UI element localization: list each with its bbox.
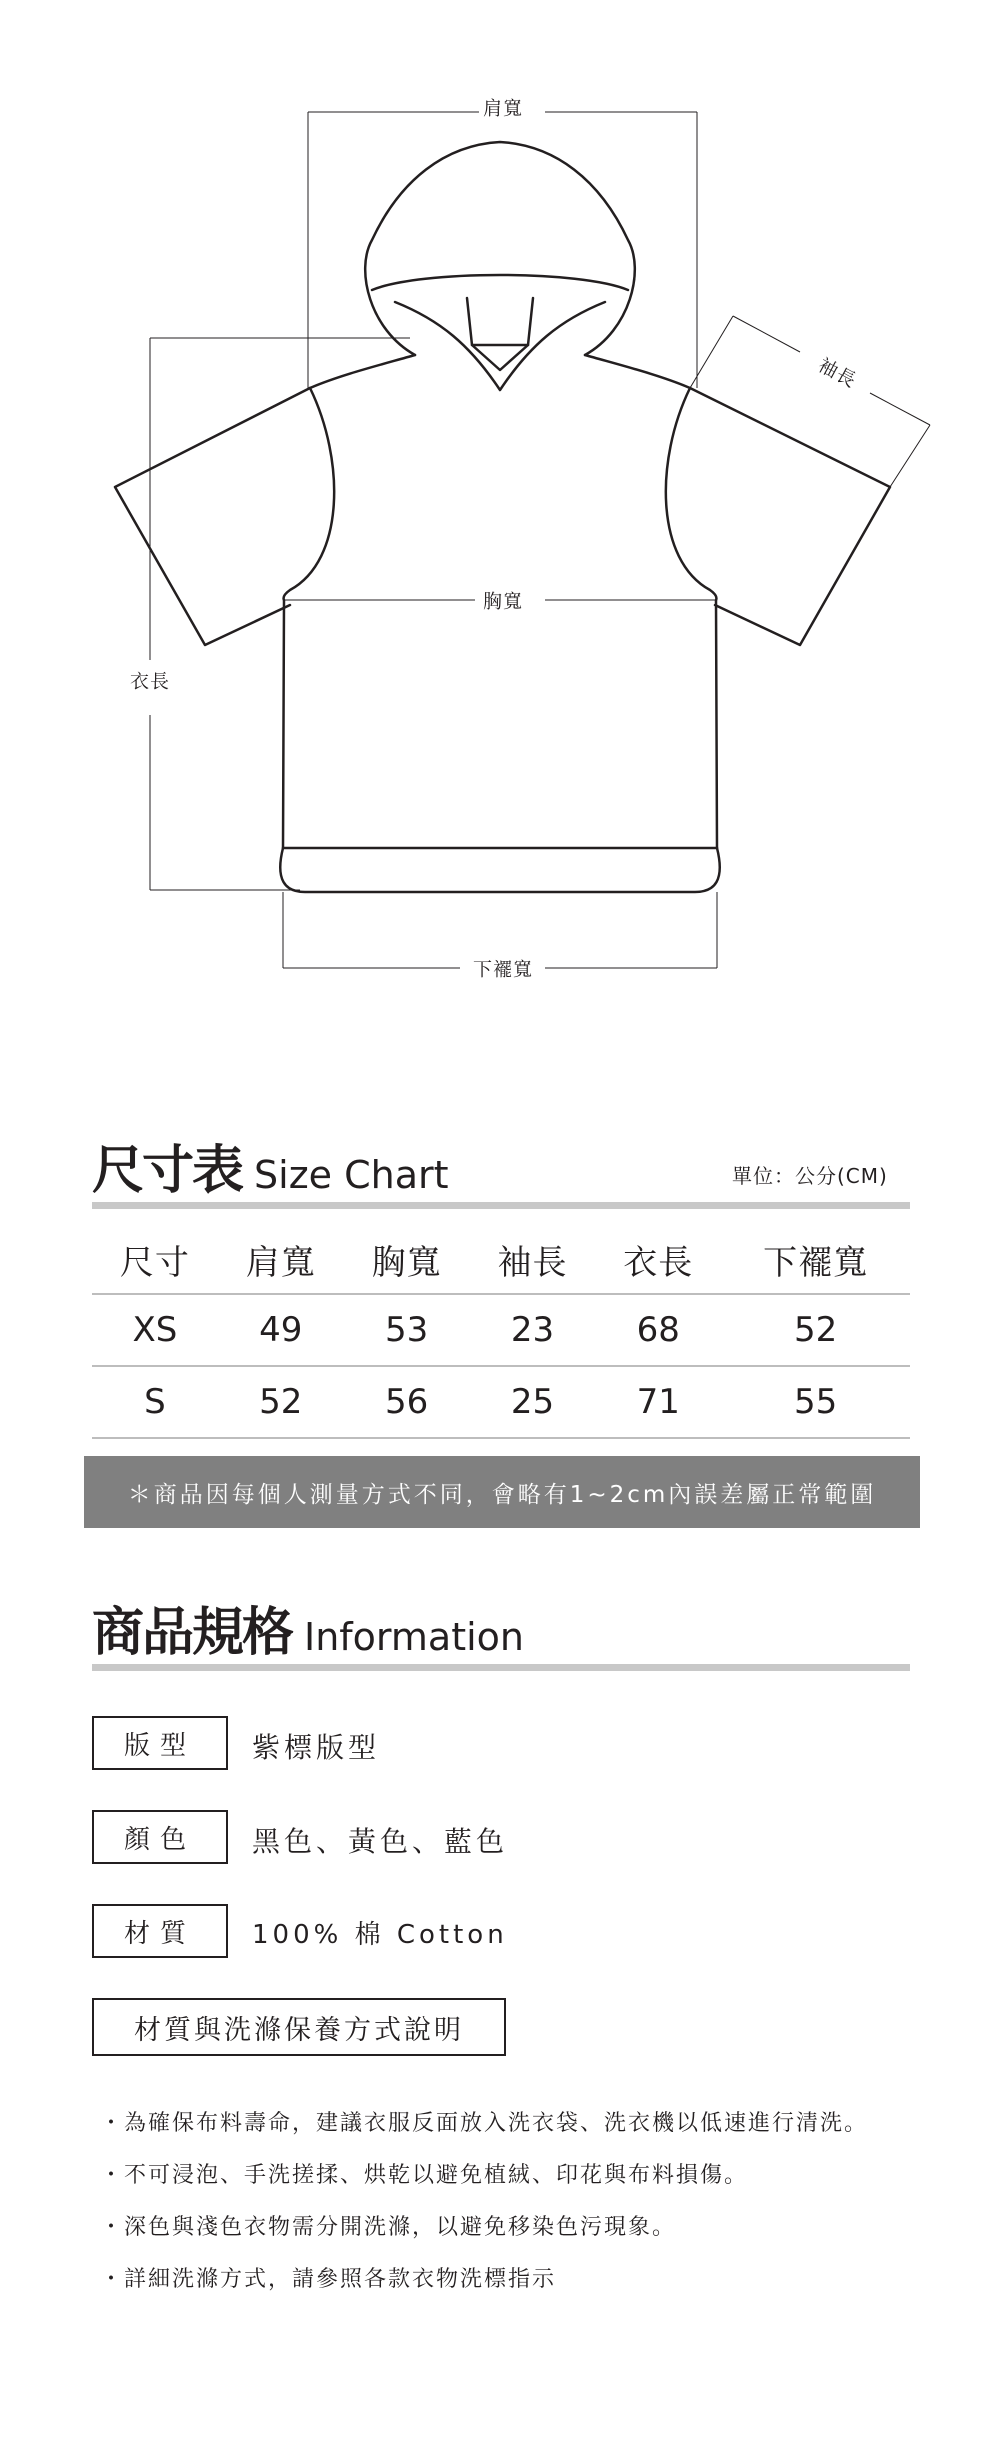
table-header-cell: 肩寬 xyxy=(245,1242,316,1283)
table-header-row xyxy=(92,1225,910,1294)
table-cell: 56 xyxy=(344,1366,470,1438)
table-cell: 53 xyxy=(344,1294,470,1366)
info-title-zh: 商品規格 xyxy=(92,1603,293,1663)
table-cell: 49 xyxy=(218,1294,344,1366)
table-cell: 23 xyxy=(470,1294,596,1366)
spec-label-material: 材質 xyxy=(92,1904,228,1958)
size-chart-heading xyxy=(92,1128,449,1203)
table-cell: 52 xyxy=(721,1294,910,1366)
hem-label: 下襬寬 xyxy=(469,955,537,982)
table-cell: 52 xyxy=(218,1366,344,1438)
table-header-cell: 尺寸 xyxy=(119,1242,190,1283)
size-chart-divider xyxy=(92,1202,910,1209)
table-cell: 68 xyxy=(595,1294,721,1366)
unit-label: 單位：公分(CM) xyxy=(732,1164,888,1188)
care-item: ・詳細洗滌方式，請參照各款衣物洗標指示 xyxy=(100,2267,557,2292)
table-row xyxy=(92,1366,910,1438)
info-title-en: Information xyxy=(304,1615,524,1659)
table-header-cell: 袖長 xyxy=(497,1242,568,1283)
spec-value-color: 黑色、黃色、藍色 xyxy=(252,1825,509,1858)
size-chart-title-en: Size Chart xyxy=(254,1153,449,1197)
table-cell: 71 xyxy=(595,1366,721,1438)
spec-label-color: 顏色 xyxy=(92,1810,228,1864)
table-cell: 25 xyxy=(470,1366,596,1438)
care-item: ・不可浸泡、手洗搓揉、烘乾以避免植絨、印花與布料損傷。 xyxy=(100,2163,749,2188)
spec-value-material: 100% 棉 Cotton xyxy=(252,1920,508,1950)
table-header-cell: 下襬寬 xyxy=(763,1242,869,1283)
info-divider xyxy=(92,1664,910,1671)
care-item: ・為確保布料壽命，建議衣服反面放入洗衣袋、洗衣機以低速進行清洗。 xyxy=(100,2111,869,2136)
info-heading xyxy=(92,1590,524,1665)
table-cell: 55 xyxy=(721,1366,910,1438)
shoulder-label: 肩寬 xyxy=(479,94,527,121)
measurement-note: ＊商品因每個人測量方式不同，會略有1~2cm內誤差屬正常範圍 xyxy=(84,1456,920,1528)
table-header-cell: 胸寬 xyxy=(371,1242,442,1283)
table-cell: XS xyxy=(92,1294,218,1366)
table-header-cell: 衣長 xyxy=(623,1242,694,1283)
size-table xyxy=(92,1225,910,1439)
table-row xyxy=(92,1294,910,1366)
care-item: ・深色與淺色衣物需分開洗滌，以避免移染色污現象。 xyxy=(100,2215,677,2240)
chest-label: 胸寬 xyxy=(479,587,527,614)
spec-label-fit: 版型 xyxy=(92,1716,228,1770)
garment-diagram xyxy=(0,0,1000,1000)
table-cell: S xyxy=(92,1366,218,1438)
sleeve-label: 袖長 xyxy=(810,349,865,395)
length-label: 衣長 xyxy=(126,667,174,694)
size-chart-title-zh: 尺寸表 xyxy=(92,1141,243,1201)
hoodie-outline-illustration xyxy=(0,0,1000,1000)
care-title: 材質與洗滌保養方式說明 xyxy=(92,1998,506,2056)
spec-value-fit: 紫標版型 xyxy=(252,1731,381,1764)
